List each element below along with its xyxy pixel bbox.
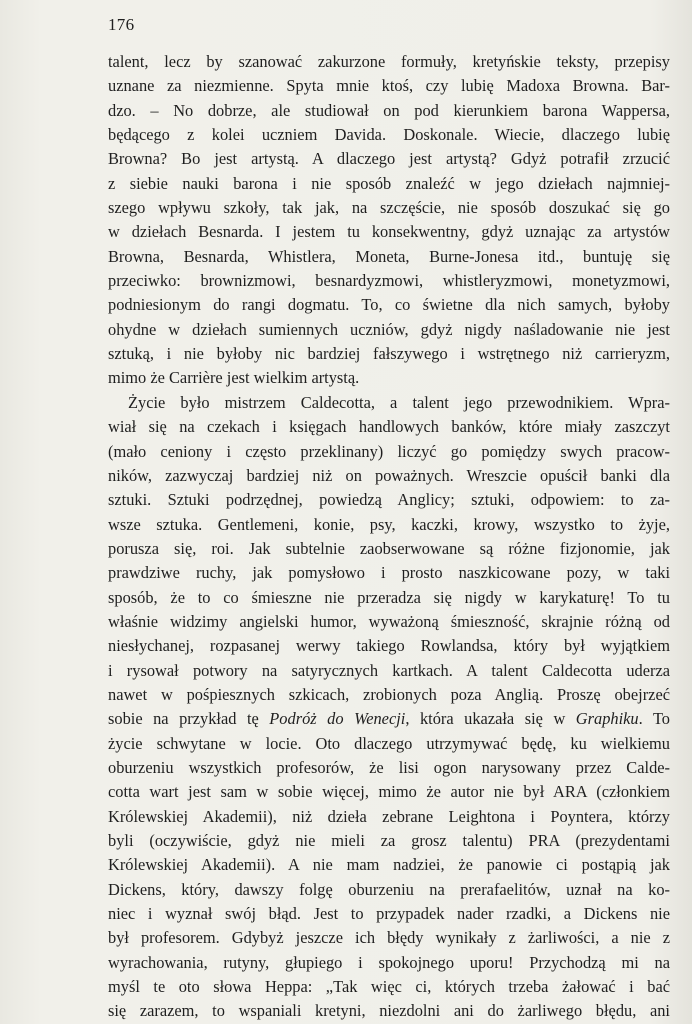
text-line: sobie na przykład tę Podróż do Wenecji, która ukazała się w Graphiku. To	[108, 709, 670, 729]
text-line: sztuką, i nie byłoby nic bardziej fałszywego i wstrętnego niż carrieryzm,	[108, 344, 670, 364]
text-line: Życie było mistrzem Caldecotta, a talent jego przewodnikiem. Wpra-	[128, 392, 670, 412]
text-line: niesłychanej, rozpasanej werwy takiego Rowlandsa, który był wyjątkiem	[108, 636, 670, 656]
text-line: ohydne w dziełach sumiennych uczniów, gdyż nigdy naśladowanie nie jest	[108, 319, 670, 339]
text-line: Browna, Besnarda, Whistlera, Moneta, Burne-Jonesa itd., buntuję się	[108, 246, 670, 266]
text-line: dzo. – No dobrze, ale studiował on pod kierunkiem barona Wappersa,	[108, 100, 670, 120]
text-line: się zarazem, to wspaniali kretyni, niezdolni ani do żarliwego błędu, ani	[108, 1001, 670, 1021]
text-line: talent, lecz by szanować zakurzone formuły, kretyńskie teksty, przepisy	[108, 52, 670, 71]
text-line: mimo że Carrière jest wielkim artystą.	[108, 368, 360, 388]
text-line: będącego z kolei uczniem Davida. Doskonale. Wiecie, dlaczego lubię	[108, 125, 670, 145]
text-line: myśl te oto słowa Heppa: „Tak więc ci, których trzeba żałować i bać	[108, 977, 670, 997]
text-line: szego wpływu szkoły, tak jak, na szczęście, nie sposób doszukać się go	[108, 198, 670, 218]
body-text	[108, 50, 670, 1024]
text-line: prawdziwe ruchy, jak pomysłowo i prosto naszkicowane pozy, w taki	[108, 563, 670, 583]
text-line: wyrachowania, rutyny, głupiego i spokojnego uporu! Przychodzą mi na	[108, 952, 670, 972]
text-line: sposób, że to co śmieszne nie przeradza się nigdy w karykaturę! To tu	[108, 587, 670, 607]
page-number: 176	[108, 15, 135, 34]
text-line: ników, zazwyczaj bardziej niż on poważnych. Wreszcie opuścił banki dla	[108, 465, 670, 485]
text-line: niec i wyznał swój błąd. Jest to przypadek nader rzadki, a Dickens nie	[108, 904, 670, 924]
text-line: Królewskiej Akademii), niż dzieła zebrane Leightona i Poyntera, którzy	[108, 806, 670, 826]
text-line: był profesorem. Gdybyż jeszcze ich błędy wynikały z żarliwości, a nie z	[108, 928, 670, 948]
text-line: sztuki. Sztuki podrzędnej, powiedzą Anglicy; sztuki, odpowiem: to za-	[108, 490, 670, 510]
text-line: życie schwytane w locie. Oto dlaczego utrzymywać będę, ku wielkiemu	[108, 733, 670, 753]
text-line: przeciwko: brownizmowi, besnardyzmowi, whistleryzmowi, monetyzmowi,	[108, 271, 670, 291]
text-line: Królewskiej Akademii). A nie mam nadziei, że panowie ci postąpią jak	[108, 855, 670, 875]
text-line: byli (oczywiście, gdyż nie mieli za grosz talentu) PRA (prezydentami	[108, 831, 670, 850]
text-line: porusza się, roi. Jak subtelnie zaobserwowane są różne fizjonomie, jak	[108, 538, 670, 558]
text-line: (mało ceniony i często przeklinany) liczyć go pomiędzy swych pracow-	[108, 441, 670, 461]
text-line: uznane za niezmienne. Spyta mnie ktoś, czy lubię Madoxa Browna. Bar-	[108, 76, 670, 96]
text-line: nawet w pośpiesznych szkicach, zrobionych poza Anglią. Proszę obejrzeć	[108, 684, 670, 704]
text-line: podniesionym do rangi dogmatu. To, co świetne dla nich samych, byłoby	[108, 295, 670, 315]
text-line: cotta wart jest sam w sobie więcej, mimo że autor nie był ARA (członkiem	[108, 782, 670, 802]
text-line: Dickens, który, dawszy folgę oburzeniu na prerafaelitów, uznał na ko-	[108, 879, 670, 899]
italic-title: Podróż do Wenecji	[269, 709, 406, 729]
text-line: oburzeniu wszystkich profesorów, że lisi ogon narysowany przez Calde-	[108, 757, 670, 777]
text-line: wiał się na czekach i księgach handlowych banków, które miały zaszczyt	[108, 417, 670, 437]
text-line: Browna? Bo jest artystą. A dlaczego jest artystą? Gdyż potrafił zrzucić	[108, 149, 670, 169]
italic-title: Graphiku	[575, 709, 639, 729]
text-line: wsze sztuka. Gentlemeni, konie, psy, kaczki, krowy, wszystko to żyje,	[108, 514, 670, 534]
text-line: z siebie nauki barona i nie sposób znaleźć w jego dziełach najmniej-	[108, 173, 670, 193]
text-line: w dziełach Besnarda. I jestem tu konsekwentny, gdyż uznając za artystów	[108, 222, 670, 242]
text-line: właśnie widzimy angielski humor, wyważoną śmieszność, skrajnie różną od	[108, 611, 670, 631]
text-line: i rysował potwory na satyrycznych kartkach. A talent Caldecotta uderza	[108, 660, 670, 680]
